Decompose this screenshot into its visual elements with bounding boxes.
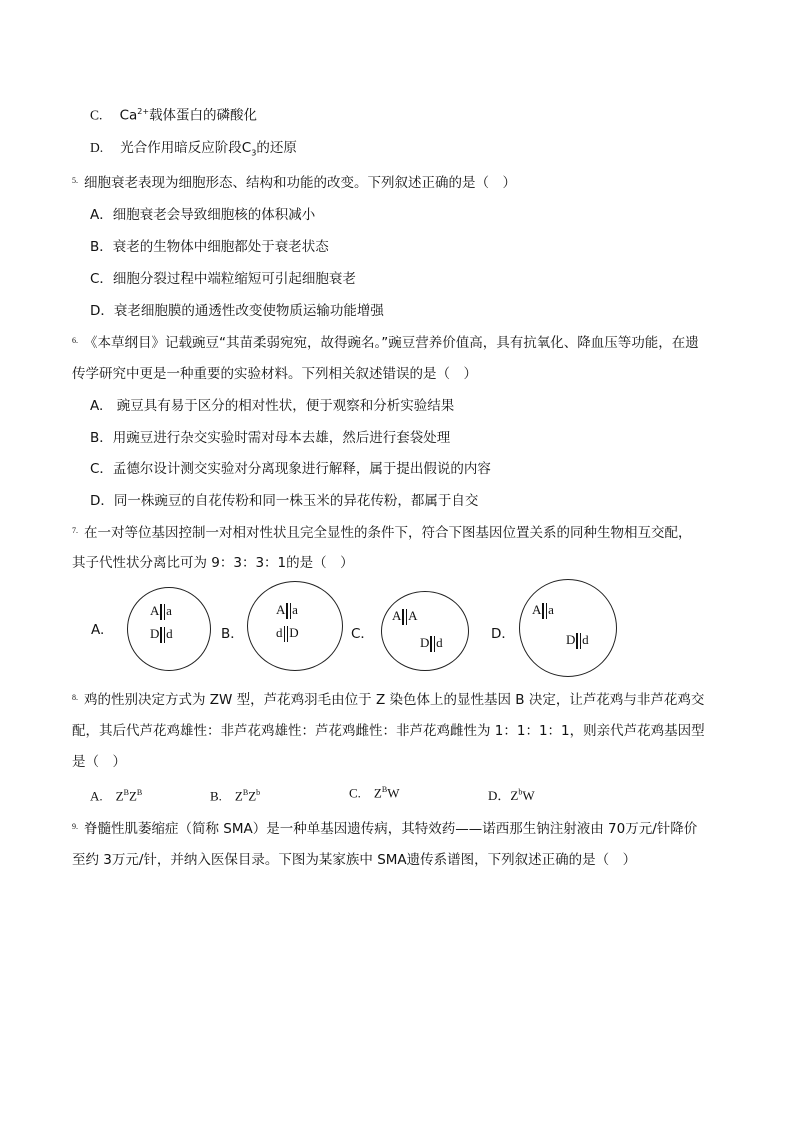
q7-cell-a xyxy=(127,587,211,671)
q7-cell-c xyxy=(381,591,469,671)
option-letter: C. xyxy=(90,107,103,123)
q7-cell-d xyxy=(519,579,617,677)
question-text: 在一对等位基因控制一对相对性状且完全显性的条件下，符合下图基因位置关系的同种生物相互交配， xyxy=(84,525,692,541)
q8-option-c: C. $Z^BW$ xyxy=(349,785,400,801)
q7-stem-line1 xyxy=(72,523,692,545)
question-text: 细胞衰老表现为细胞形态、结构和功能的改变。下列叙述正确的是（ ） xyxy=(84,175,516,191)
superscript: 2+ xyxy=(137,107,150,116)
q5-option-a: A．细胞衰老会导致细胞核的体积减小 xyxy=(90,207,316,223)
q8-stem-line2: 配，其后代芦花鸡雄性：非芦花鸡雄性：芦花鸡雌性：非芦花鸡雌性为 1：1：1：1，则亲代芦花鸡基因型 xyxy=(72,723,705,739)
question-text: 脊髓性肌萎缩症（简称 SMA）是一种单基因遗传病，其特效药——诺西那生钠注射液由 70万元/针降价 xyxy=(84,821,698,837)
chromosome-top: A a xyxy=(532,602,554,619)
q9-stem-line2: 至约 3万元/针，并纳入医保目录。下图为某家族中 SMA遗传系谱图，下列叙述正确的是（ ） xyxy=(72,852,637,868)
question-number: 9. xyxy=(72,822,78,831)
question-text: 鸡的性别决定方式为 ZW 型，芦花鸡羽毛由位于 Z 染色体上的显性基因 B 决定，让芦花鸡与非芦花鸡交 xyxy=(84,692,705,708)
q5-option-b: B．衰老的生物体中细胞都处于衰老状态 xyxy=(90,239,329,255)
q7-label-a: A. xyxy=(91,622,105,638)
subscript: 3 xyxy=(251,148,257,158)
q8-option-a: A. $Z^BZ^B$ xyxy=(90,788,143,804)
q5-option-d: D．衰老细胞膜的通透性改变使物质运输功能增强 xyxy=(90,303,384,319)
q6-option-c: C．孟德尔设计测交实验对分离现象进行解释，属于提出假说的内容 xyxy=(90,461,491,477)
question-number: 6. xyxy=(72,336,78,345)
q6-stem-line2: 传学研究中更是一种重要的实验材料。下列相关叙述错误的是（ ） xyxy=(72,366,477,382)
option-text: 光合作用暗反应阶段C xyxy=(120,140,252,156)
q7-label-d: D． xyxy=(491,626,515,642)
chromosome-bottom: D d xyxy=(420,635,443,652)
q8-option-b: B. $Z^BZ^b$ xyxy=(210,788,261,804)
q5-stem xyxy=(72,173,516,195)
q6-stem-line1 xyxy=(72,333,699,355)
q6-option-d: D．同一株豌豆的自花传粉和同一株玉米的异花传粉，都属于自交 xyxy=(90,493,479,509)
option-letter: D. xyxy=(90,140,104,155)
q6-option-b: B．用豌豆进行杂交实验时需对母本去雄，然后进行套袋处理 xyxy=(90,430,451,446)
chromosome-top: A a xyxy=(276,602,298,619)
q7-label-b: B． xyxy=(221,626,244,642)
chromosome-bottom: D d xyxy=(150,626,173,643)
question-text: 《本草纲目》记载豌豆“其苗柔弱宛宛，故得豌名。”豌豆营养价值高，具有抗氧化、降血压等功能，在遗 xyxy=(84,335,699,351)
q9-stem-line1 xyxy=(72,819,697,841)
option-text: 的还原 xyxy=(256,140,297,156)
q4-option-c xyxy=(90,102,257,126)
q7-stem-line2: 其子代性状分离比可为 9：3：3：1的是（ ） xyxy=(72,555,354,571)
q7-label-c: C． xyxy=(351,626,374,642)
option-text: 载体蛋白的磷酸化 xyxy=(149,107,258,124)
q8-stem-line3: 是（ ） xyxy=(72,754,126,770)
q5-option-c: C．细胞分裂过程中端粒缩短可引起细胞衰老 xyxy=(90,271,356,287)
option-text: Ca xyxy=(119,107,138,124)
chromosome-bottom: D d xyxy=(566,632,589,649)
q8-stem-line1 xyxy=(72,690,704,712)
q6-option-a: A. 豌豆具有易于区分的相对性状，便于观察和分析实验结果 xyxy=(90,398,455,414)
chromosome-top: A A xyxy=(392,608,418,625)
q8-option-d: D．$Z^bW$ xyxy=(488,787,535,803)
chromosome-top: A a xyxy=(150,603,172,620)
question-number: 5. xyxy=(72,176,78,185)
question-number: 7. xyxy=(72,526,78,535)
chromosome-bottom: d D xyxy=(276,625,299,642)
q4-option-d xyxy=(90,138,297,164)
question-number: 8. xyxy=(72,693,78,702)
q7-cell-b xyxy=(247,581,343,671)
